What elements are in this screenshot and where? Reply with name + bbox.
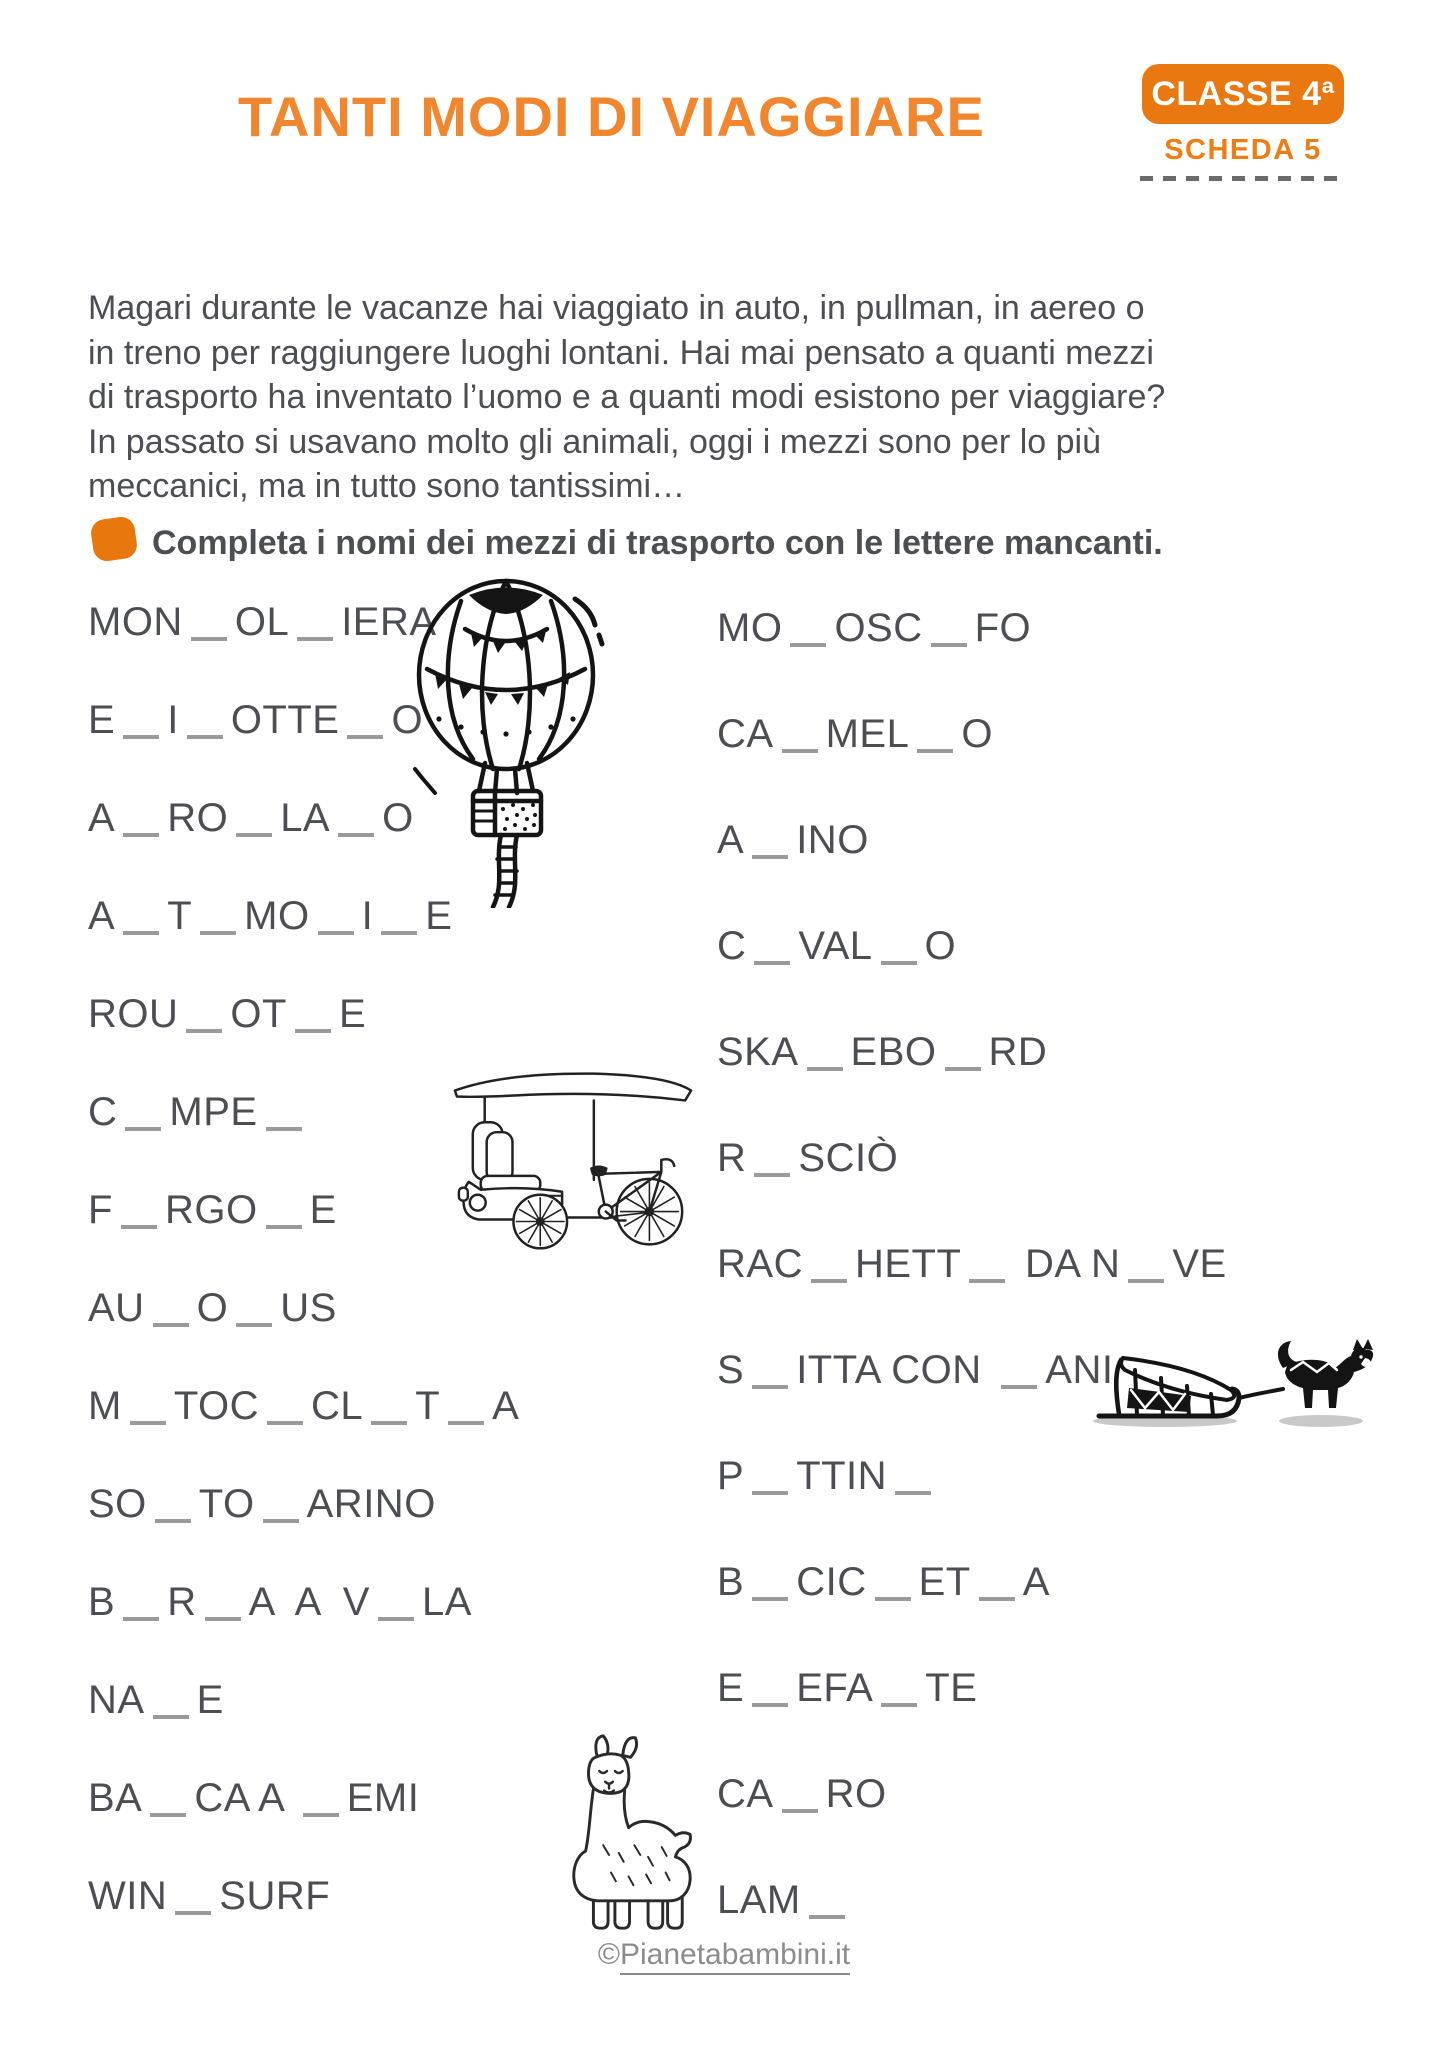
intro-line: in treno per raggiungere luoghi lontani. Hai mai pensato a quanti mezzi: [88, 333, 1154, 372]
intro-line: di trasporto ha inventato l’uomo e a quanti modi esistono per viaggiare?: [88, 378, 1166, 416]
class-badge: CLASSE 4ª: [1142, 64, 1344, 124]
missing-letter-blank: [267, 1413, 303, 1425]
word-list-right: [717, 606, 1227, 1984]
missing-letter-blank: [153, 1315, 189, 1327]
missing-letter-blank: [790, 635, 826, 647]
missing-letter-blank: [754, 1165, 790, 1177]
missing-letter-blank: [371, 1413, 407, 1425]
missing-letter-blank: [123, 923, 159, 935]
missing-letter-blank: [123, 1609, 159, 1621]
missing-letter-blank: [121, 1217, 157, 1229]
intro-line: In passato si usavano molto gli animali, oggi i mezzi sono per lo più: [88, 422, 1101, 461]
word-item: A RO LA O: [88, 796, 414, 840]
word-item: RAC HETT DA N VE: [717, 1242, 1227, 1286]
missing-letter-blank: [191, 629, 227, 641]
word-item: C MPE: [88, 1090, 519, 1138]
missing-letter-blank: [175, 1903, 211, 1915]
missing-letter-blank: [236, 1315, 272, 1327]
missing-letter-blank: [205, 1609, 241, 1621]
word-item: P TTIN: [717, 1454, 1227, 1502]
word-item: WIN SURF: [88, 1874, 331, 1918]
missing-letter-blank: [318, 923, 354, 935]
copyright-symbol: ©: [597, 1938, 620, 1971]
missing-letter-blank: [811, 1271, 847, 1283]
missing-letter-blank: [123, 825, 159, 837]
missing-letter-blank: [125, 1119, 161, 1131]
dashed-divider: [1140, 176, 1346, 181]
intro-paragraph: [88, 286, 1165, 509]
word-item: C VAL O: [717, 924, 957, 968]
word-item: E EFA TE: [717, 1666, 978, 1710]
missing-letter-blank: [448, 1413, 484, 1425]
sheet-number-label: SCHEDA 5: [1164, 134, 1322, 166]
word-item: ROU OT E: [88, 992, 367, 1036]
missing-letter-blank: [381, 923, 417, 935]
word-item: MO OSC FO: [717, 606, 1032, 650]
missing-letter-blank: [752, 1377, 788, 1389]
word-item: R SCIÒ: [717, 1136, 899, 1180]
missing-letter-blank: [123, 727, 159, 739]
word-item: E I OTTE O: [88, 698, 424, 742]
missing-letter-blank: [752, 1589, 788, 1601]
missing-letter-blank: [917, 741, 953, 753]
llama-icon: [560, 1730, 702, 1935]
missing-letter-blank: [266, 1217, 302, 1229]
missing-letter-blank: [297, 629, 333, 641]
intro-line: meccanici, ma in tutto sono tantissimi…: [88, 467, 686, 505]
word-item: S ITTA CON ANI: [717, 1348, 1114, 1392]
missing-letter-blank: [979, 1589, 1015, 1601]
missing-letter-blank: [186, 1021, 222, 1033]
missing-letter-blank: [236, 825, 272, 837]
word-item: BA CA A EMI: [88, 1776, 420, 1820]
word-item: MON OL IERA: [88, 600, 437, 644]
missing-letter-blank: [150, 1805, 186, 1817]
word-item: SO TO ARINO: [88, 1482, 436, 1526]
missing-letter-blank: [875, 1589, 911, 1601]
missing-letter-blank: [155, 1511, 191, 1523]
word-item: F RGO E: [88, 1188, 337, 1232]
missing-letter-blank: [807, 1059, 843, 1071]
missing-letter-blank: [931, 635, 967, 647]
missing-letter-blank: [378, 1609, 414, 1621]
missing-letter-blank: [338, 825, 374, 837]
missing-letter-blank: [1128, 1271, 1164, 1283]
word-item: B CIC ET A: [717, 1560, 1050, 1604]
hot-air-balloon-icon: [405, 573, 610, 908]
missing-letter-blank: [347, 727, 383, 739]
missing-letter-blank: [130, 1413, 166, 1425]
missing-letter-blank: [187, 727, 223, 739]
instruction-text: Completa i nomi dei mezzi di trasporto con le lettere mancanti.: [152, 524, 1163, 562]
missing-letter-blank: [266, 1119, 302, 1131]
missing-letter-blank: [752, 847, 788, 859]
missing-letter-blank: [969, 1271, 1005, 1283]
missing-letter-blank: [200, 923, 236, 935]
missing-letter-blank: [153, 1707, 189, 1719]
word-item: A T MO I E: [88, 894, 453, 938]
word-item: NA E: [88, 1678, 224, 1722]
missing-letter-blank: [295, 1021, 331, 1033]
missing-letter-blank: [754, 953, 790, 965]
word-item: CA MEL O: [717, 712, 993, 756]
word-item: AU O US: [88, 1286, 337, 1330]
word-item: B R A A V LA: [88, 1580, 472, 1624]
missing-letter-blank: [895, 1483, 931, 1495]
footer-credit: [0, 1938, 1448, 1972]
missing-letter-blank: [303, 1805, 339, 1817]
missing-letter-blank: [945, 1059, 981, 1071]
dog-sled-icon: [1085, 1308, 1375, 1433]
site-link[interactable]: Pianetabambini.it: [620, 1938, 850, 1975]
word-item: M TOC CL T A: [88, 1384, 520, 1428]
missing-letter-blank: [809, 1907, 845, 1919]
missing-letter-blank: [752, 1695, 788, 1707]
missing-letter-blank: [782, 741, 818, 753]
word-item: CA RO: [717, 1772, 887, 1816]
missing-letter-blank: [263, 1511, 299, 1523]
intro-line: Magari durante le vacanze hai viaggiato in auto, in pullman, in aereo o: [88, 289, 1145, 327]
word-item: A INO: [717, 818, 869, 862]
word-item: LAM: [717, 1878, 1227, 1926]
missing-letter-blank: [881, 953, 917, 965]
missing-letter-blank: [782, 1801, 818, 1813]
word-item: SKA EBO RD: [717, 1030, 1048, 1074]
missing-letter-blank: [1001, 1377, 1037, 1389]
cycle-rickshaw-icon: [445, 1060, 703, 1255]
page-title: TANTI MODI DI VIAGGIARE: [238, 85, 985, 148]
missing-letter-blank: [752, 1483, 788, 1495]
missing-letter-blank: [881, 1695, 917, 1707]
bullet-icon: [89, 515, 138, 563]
